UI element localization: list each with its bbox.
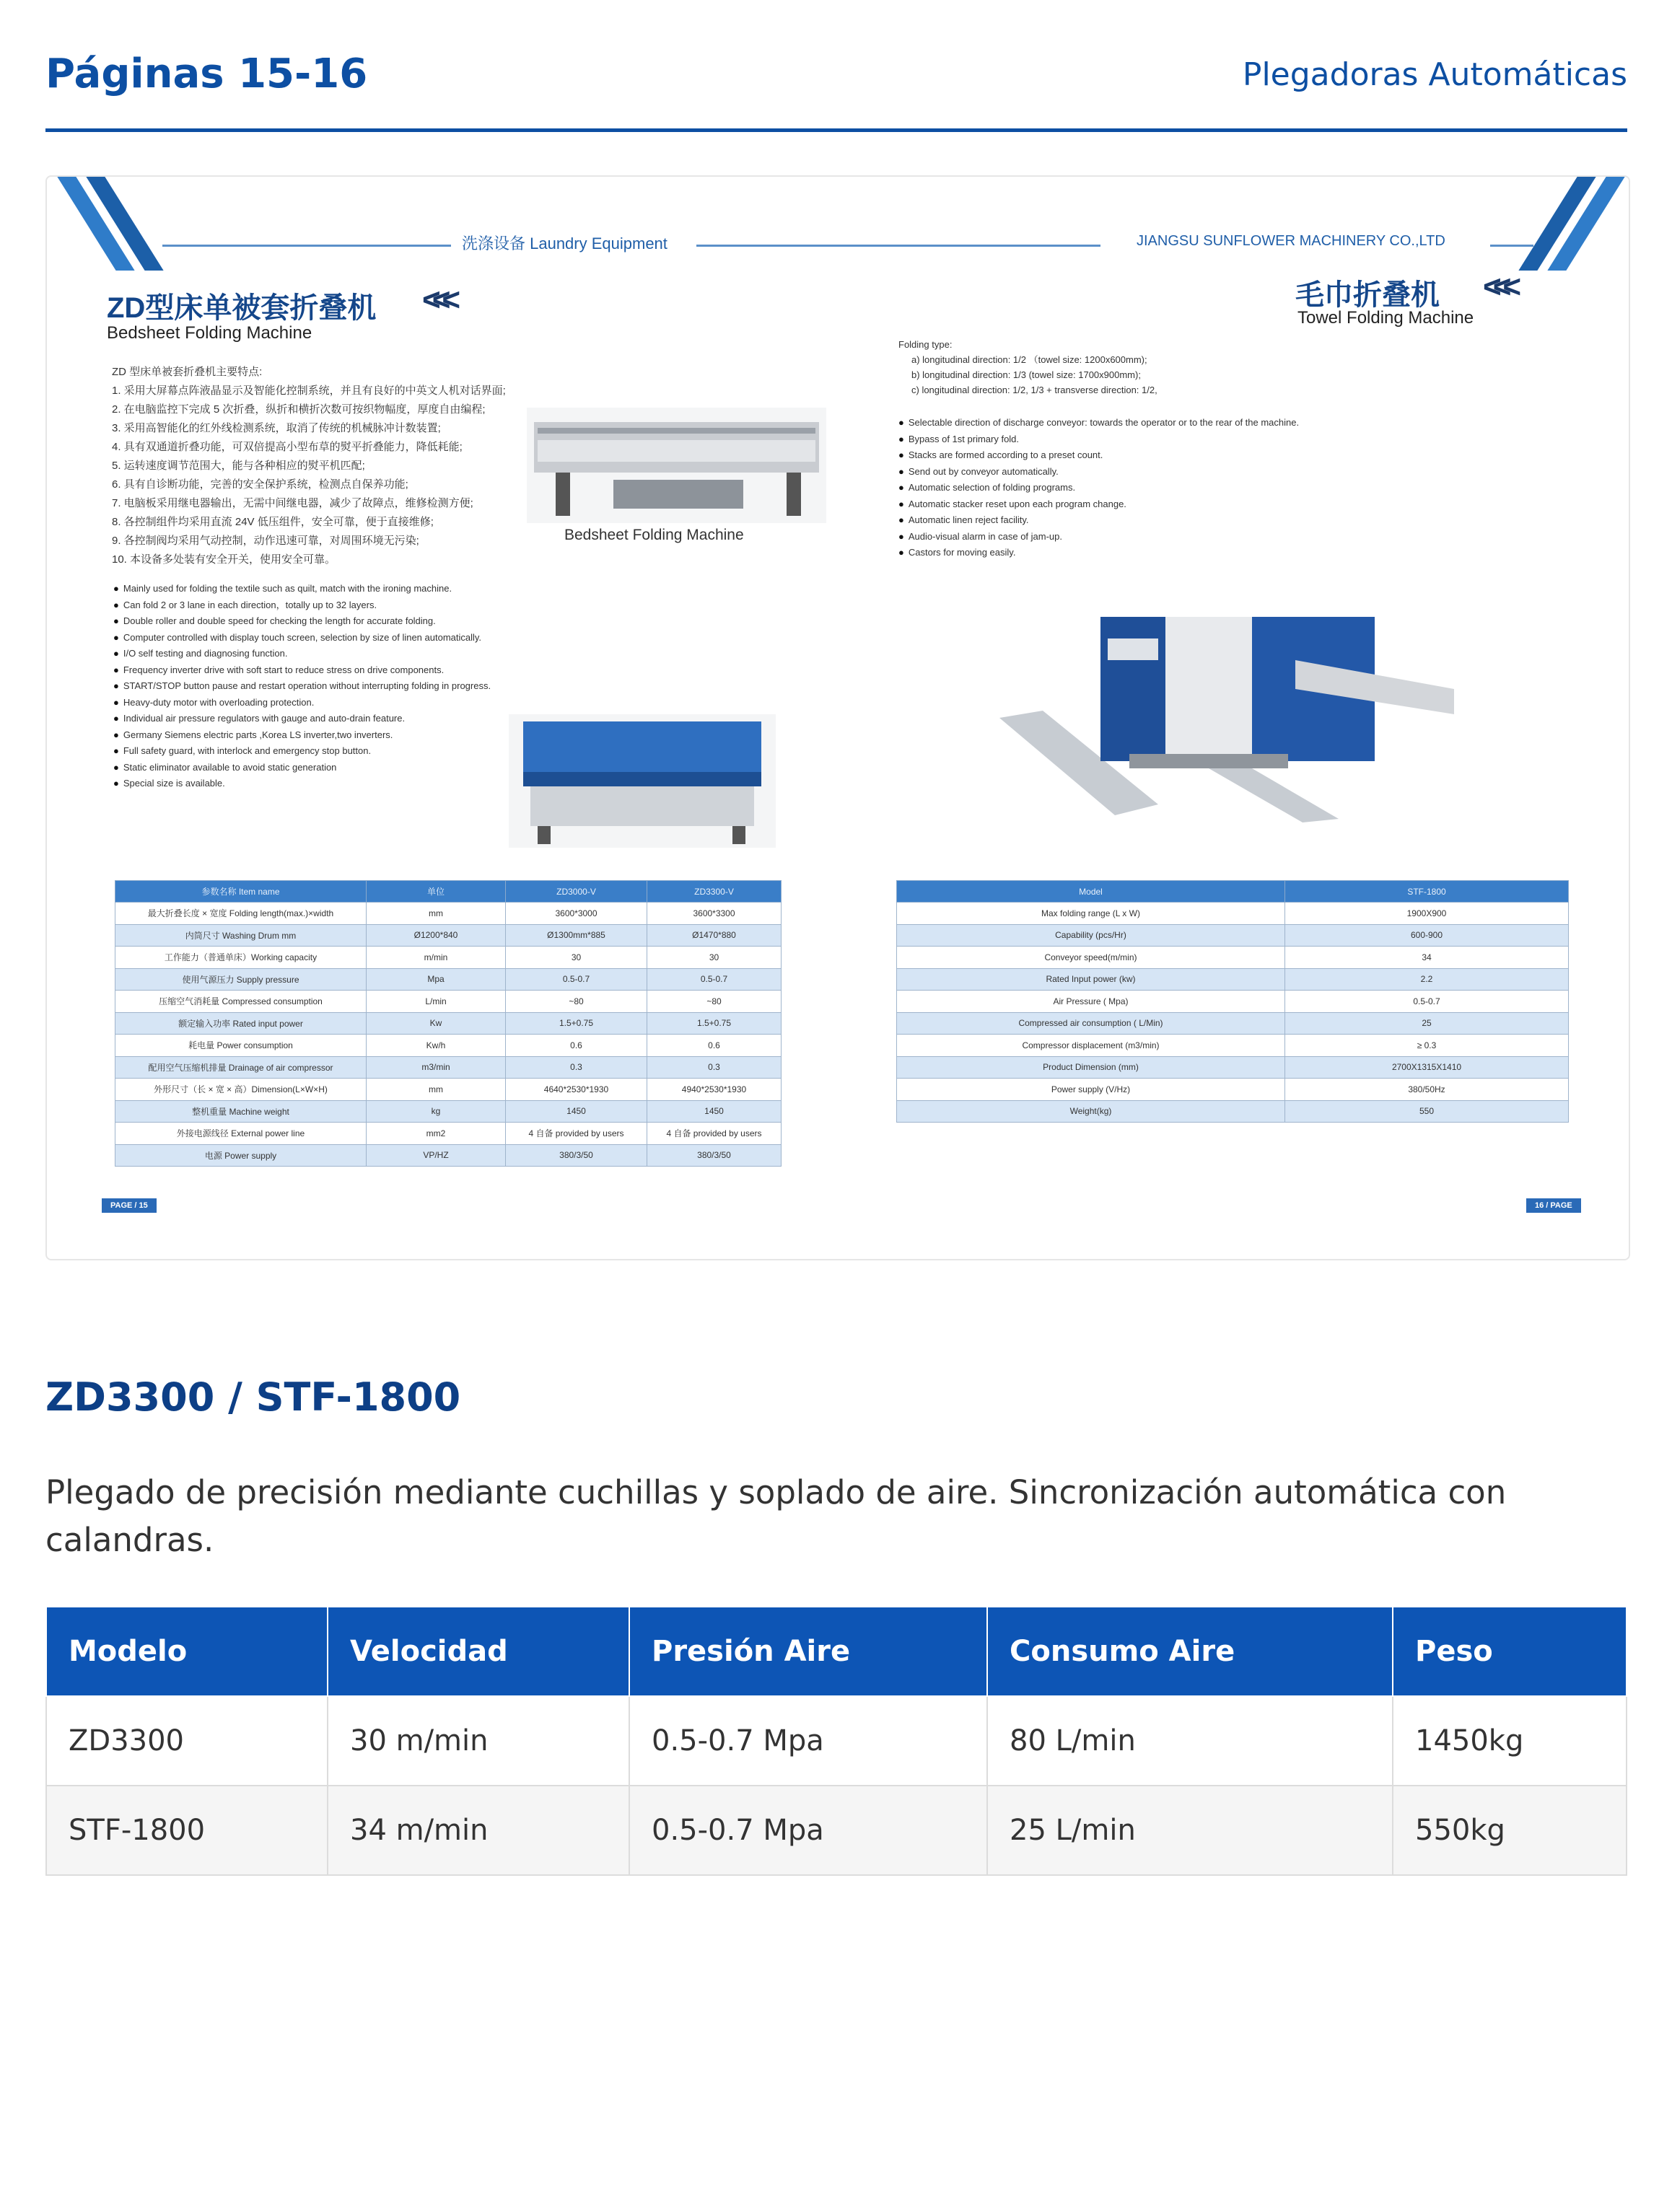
spec-row (897, 1079, 1569, 1101)
cell-velocidad: 34 m/min (328, 1786, 629, 1875)
spec-cell: 3600*3300 (647, 903, 782, 925)
banner-line (162, 245, 451, 247)
en-feature: ● Computer controlled with display touch screen, selection by size of linen automatically. (113, 630, 604, 646)
spec-cell: ~80 (506, 991, 647, 1013)
spec-cell: Max folding range (L x W) (897, 903, 1285, 925)
en-feature: ● Special size is available. (113, 776, 604, 792)
spec-row (897, 1035, 1569, 1057)
en-feature: ● Full safety guard, with interlock and emergency stop button. (113, 743, 604, 760)
spec-cell: 4 自备 provided by users (647, 1123, 782, 1145)
bedsheet-machine-image (527, 408, 826, 523)
towel-feature: ● Castors for moving easily. (898, 545, 1299, 561)
spec-cell: 380/3/50 (647, 1144, 782, 1167)
spec-row (115, 1079, 782, 1101)
towel-feature: ● Send out by conveyor automatically. (898, 464, 1299, 480)
en-feature: ● Double roller and double speed for checking the length for accurate folding. (113, 613, 604, 630)
spec-row (897, 1056, 1569, 1079)
left-title-cn: ZD型床单被套折叠机 (107, 292, 377, 324)
cell-modelo: STF-1800 (46, 1786, 328, 1875)
folding-type-item: c) longitudinal direction: 1/2, 1/3 + transverse direction: 1/2, (911, 385, 1157, 395)
towel-feature-list (898, 415, 1299, 561)
spec-cell: mm2 (367, 1123, 506, 1145)
col-header-presion: Presión Aire (629, 1607, 987, 1696)
spec-cell: VP/HZ (367, 1144, 506, 1167)
spec-cell: 内筒尺寸 Washing Drum mm (115, 924, 367, 947)
cn-feature: 5. 运转速度调节范围大，能与各种相应的熨平机匹配; (112, 460, 365, 472)
stf-spec-table (896, 880, 1569, 1123)
spec-cell: Ø1200*840 (367, 924, 506, 947)
bedsheet-image-label: Bedsheet Folding Machine (564, 527, 744, 543)
spec-cell: 30 (506, 947, 647, 969)
en-feature: ● Static eliminator available to avoid static generation (113, 760, 604, 776)
left-title-en: Bedsheet Folding Machine (107, 323, 312, 343)
cn-feature: 3. 采用高智能化的红外线检测系统，取消了传统的机械脉冲计数装置; (112, 422, 441, 434)
spec-cell: Capability (pcs/Hr) (897, 924, 1285, 947)
towel-feature: ● Automatic stacker reset upon each program change. (898, 496, 1299, 513)
spec-cell: 0.6 (647, 1035, 782, 1057)
spec-cell: 3600*3000 (506, 903, 647, 925)
spec-cell: 配用空气压缩机排量 Drainage of air compressor (115, 1056, 367, 1079)
spec-cell: 0.6 (506, 1035, 647, 1057)
spec-cell: 使用气源压力 Supply pressure (115, 968, 367, 991)
page-tag-right: 16 / PAGE (1526, 1198, 1581, 1213)
banner-right: JIANGSU SUNFLOWER MACHINERY CO.,LTD (1137, 233, 1445, 249)
spec-row (897, 903, 1569, 925)
cell-peso: 550kg (1393, 1786, 1627, 1875)
folding-type-item: a) longitudinal direction: 1/2 （towel size: 1200x600mm); (911, 354, 1147, 365)
spec-cell: 550 (1285, 1100, 1569, 1123)
spec-cell: 600-900 (1285, 924, 1569, 947)
cn-feature: 2. 在电脑监控下完成 5 次折叠，纵折和横折次数可按织物幅度，厚度自由编程; (112, 403, 486, 416)
spec-header: 参数名称 Item name (115, 881, 367, 903)
spec-cell: 1.5+0.75 (506, 1012, 647, 1035)
spec-cell: Kw (367, 1012, 506, 1035)
spec-cell: Compressed air consumption ( L/Min) (897, 1012, 1285, 1035)
right-title-cn: 毛巾折叠机 (1295, 279, 1440, 311)
table-header-row (46, 1607, 1627, 1696)
spec-cell: Compressor displacement (m3/min) (897, 1035, 1285, 1057)
spec-cell: m3/min (367, 1056, 506, 1079)
page-tag-left: PAGE / 15 (102, 1198, 157, 1213)
cn-intro: ZD 型床单被套折叠机主要特点: (112, 366, 263, 378)
right-title-en: Towel Folding Machine (1297, 308, 1474, 328)
spec-cell: Ø1470*880 (647, 924, 782, 947)
spec-row (115, 947, 782, 969)
spec-cell: 0.3 (647, 1056, 782, 1079)
page-header (45, 42, 1627, 132)
col-header-modelo: Modelo (46, 1607, 328, 1696)
spec-cell: 2700X1315X1410 (1285, 1056, 1569, 1079)
spec-cell: ≥ 0.3 (1285, 1035, 1569, 1057)
en-feature: ● I/O self testing and diagnosing function. (113, 646, 604, 662)
en-feature: ● Germany Siemens electric parts ,Korea LS inverter,two inverters. (113, 727, 604, 744)
cn-feature: 7. 电脑板采用继电器输出，无需中间继电器，减少了故障点，维修检测方便; (112, 497, 473, 509)
spec-row (115, 1100, 782, 1123)
spec-cell: 工作能力（普通单床）Working capacity (115, 947, 367, 969)
zd-spec-table (115, 880, 782, 1167)
spec-cell: 1900X900 (1285, 903, 1569, 925)
table-row (46, 1696, 1627, 1786)
spec-cell: Rated Input power (kw) (897, 968, 1285, 991)
spec-cell: 25 (1285, 1012, 1569, 1035)
catalog-scan (45, 175, 1630, 1260)
spec-cell: mm (367, 903, 506, 925)
product-description: Plegado de precisión mediante cuchillas y soplado de aire. Sincronización automática con calandras. (45, 1473, 1507, 1559)
spec-cell: ~80 (647, 991, 782, 1013)
spec-cell: 压缩空气消耗量 Compressed consumption (115, 991, 367, 1013)
folding-type-heading: Folding type: (898, 339, 953, 350)
spec-cell: 380/3/50 (506, 1144, 647, 1167)
spec-cell: 34 (1285, 947, 1569, 969)
cn-feature: 4. 具有双通道折叠功能，可双倍提高小型布草的熨平折叠能力，降低耗能; (112, 441, 463, 453)
spec-row (115, 903, 782, 925)
spec-cell: 4940*2530*1930 (647, 1079, 782, 1101)
spec-cell: Mpa (367, 968, 506, 991)
spec-cell: 最大折叠长度 × 宽度 Folding length(max.)×width (115, 903, 367, 925)
spec-row (115, 1035, 782, 1057)
spec-cell: 1450 (506, 1100, 647, 1123)
spec-cell: Ø1300mm*885 (506, 924, 647, 947)
section-title: Plegadoras Automáticas (1242, 56, 1627, 93)
spec-cell: 外接电源线径 External power line (115, 1123, 367, 1145)
spec-header: 单位 (367, 881, 506, 903)
col-header-consumo: Consumo Aire (987, 1607, 1393, 1696)
cn-feature: 9. 各控制阀均采用气动控制，动作迅速可靠，对周围环境无污染; (112, 535, 419, 547)
spec-row (897, 1100, 1569, 1123)
col-header-velocidad: Velocidad (328, 1607, 629, 1696)
towel-feature: ● Automatic linen reject facility. (898, 512, 1299, 529)
en-feature: ● Heavy-duty motor with overloading protection. (113, 695, 604, 711)
spec-cell: 电源 Power supply (115, 1144, 367, 1167)
spec-cell: 耗电量 Power consumption (115, 1035, 367, 1057)
spec-cell: mm (367, 1079, 506, 1101)
spec-row (115, 991, 782, 1013)
spec-header: Model (897, 881, 1285, 903)
banner-line (1490, 245, 1533, 247)
spec-cell: 2.2 (1285, 968, 1569, 991)
spec-cell: Product Dimension (mm) (897, 1056, 1285, 1079)
spec-row (115, 1056, 782, 1079)
spec-row (897, 924, 1569, 947)
towel-feature: ● Bypass of 1st primary fold. (898, 431, 1299, 448)
spec-cell: 1.5+0.75 (647, 1012, 782, 1035)
cn-feature: 1. 采用大屏幕点阵液晶显示及智能化控制系统，并且有良好的中英文人机对话界面; (112, 385, 506, 397)
spec-cell: Air Pressure ( Mpa) (897, 991, 1285, 1013)
comparison-table (45, 1606, 1627, 1876)
spec-cell: 整机重量 Machine weight (115, 1100, 367, 1123)
spec-cell: 4 自备 provided by users (506, 1123, 647, 1145)
spec-row (897, 991, 1569, 1013)
cell-velocidad: 30 m/min (328, 1696, 629, 1786)
cn-feature: 8. 各控制组件均采用直流 24V 低压组件，安全可靠，便于直接维修; (112, 516, 434, 528)
table-row (46, 1786, 1627, 1875)
spec-header: ZD3000-V (506, 881, 647, 903)
spec-cell: 30 (647, 947, 782, 969)
spec-row (897, 947, 1569, 969)
product-title: ZD3300 / STF-1800 (45, 1374, 461, 1420)
folding-type-list (898, 337, 1157, 398)
spec-cell: 外形尺寸（长 × 宽 × 高）Dimension(L×W×H) (115, 1079, 367, 1101)
spec-cell: Weight(kg) (897, 1100, 1285, 1123)
spec-cell: Kw/h (367, 1035, 506, 1057)
towel-feature: ● Stacks are formed according to a preset count. (898, 447, 1299, 464)
towel-machine-image (992, 588, 1461, 826)
towel-feature: ● Selectable direction of discharge conveyor: towards the operator or to the rear of the machine. (898, 415, 1299, 431)
col-header-peso: Peso (1393, 1607, 1627, 1696)
en-feature: ● Mainly used for folding the textile such as quilt, match with the ironing machine. (113, 581, 604, 597)
spec-cell: 0.5-0.7 (506, 968, 647, 991)
spec-row (115, 968, 782, 991)
cn-feature: 10. 本设备多处装有安全开关，使用安全可靠。 (112, 553, 336, 566)
towel-feature: ● Automatic selection of folding programs. (898, 480, 1299, 496)
en-feature: ● Frequency inverter drive with soft start to reduce stress on drive components. (113, 662, 604, 679)
spec-header: STF-1800 (1285, 881, 1569, 903)
spec-cell: kg (367, 1100, 506, 1123)
spec-cell: 0.3 (506, 1056, 647, 1079)
towel-feature: ● Audio-visual alarm in case of jam-up. (898, 529, 1299, 545)
cn-feature: 6. 具有自诊断功能，完善的安全保护系统，检测点自保养功能; (112, 478, 408, 491)
spec-header: ZD3300-V (647, 881, 782, 903)
spec-row (115, 924, 782, 947)
folding-type-item: b) longitudinal direction: 1/3 (towel size: 1700x900mm); (911, 369, 1141, 380)
cell-presion: 0.5-0.7 Mpa (629, 1786, 987, 1875)
spec-row (115, 1123, 782, 1145)
cell-presion: 0.5-0.7 Mpa (629, 1696, 987, 1786)
cell-modelo: ZD3300 (46, 1696, 328, 1786)
banner-left: 洗涤设备 Laundry Equipment (462, 234, 668, 253)
spec-cell: L/min (367, 991, 506, 1013)
spec-cell: Conveyor speed(m/min) (897, 947, 1285, 969)
cell-consumo: 80 L/min (987, 1696, 1393, 1786)
chevrons-icon: <<< (422, 282, 452, 317)
spec-row (897, 968, 1569, 991)
page-title: Páginas 15-16 (45, 51, 368, 97)
chevrons-icon: <<< (1483, 269, 1513, 304)
spec-row (115, 1144, 782, 1167)
banner-line (696, 245, 1100, 247)
spec-cell: 0.5-0.7 (647, 968, 782, 991)
spec-cell: 380/50Hz (1285, 1079, 1569, 1101)
spec-cell: 1450 (647, 1100, 782, 1123)
spec-cell: m/min (367, 947, 506, 969)
cell-consumo: 25 L/min (987, 1786, 1393, 1875)
spec-cell: 额定输入功率 Rated input power (115, 1012, 367, 1035)
en-feature: ● START/STOP button pause and restart operation without interrupting folding in progress. (113, 678, 604, 695)
spec-cell: Power supply (V/Hz) (897, 1079, 1285, 1101)
en-feature: ● Individual air pressure regulators with gauge and auto-drain feature. (113, 711, 604, 727)
cell-peso: 1450kg (1393, 1696, 1627, 1786)
spec-cell: 4640*2530*1930 (506, 1079, 647, 1101)
spec-cell: 0.5-0.7 (1285, 991, 1569, 1013)
spec-row (897, 1012, 1569, 1035)
en-feature: ● Can fold 2 or 3 lane in each direction，totally up to 32 layers. (113, 597, 604, 614)
spec-row (115, 1012, 782, 1035)
bedsheet-machine-image-2 (509, 714, 776, 848)
